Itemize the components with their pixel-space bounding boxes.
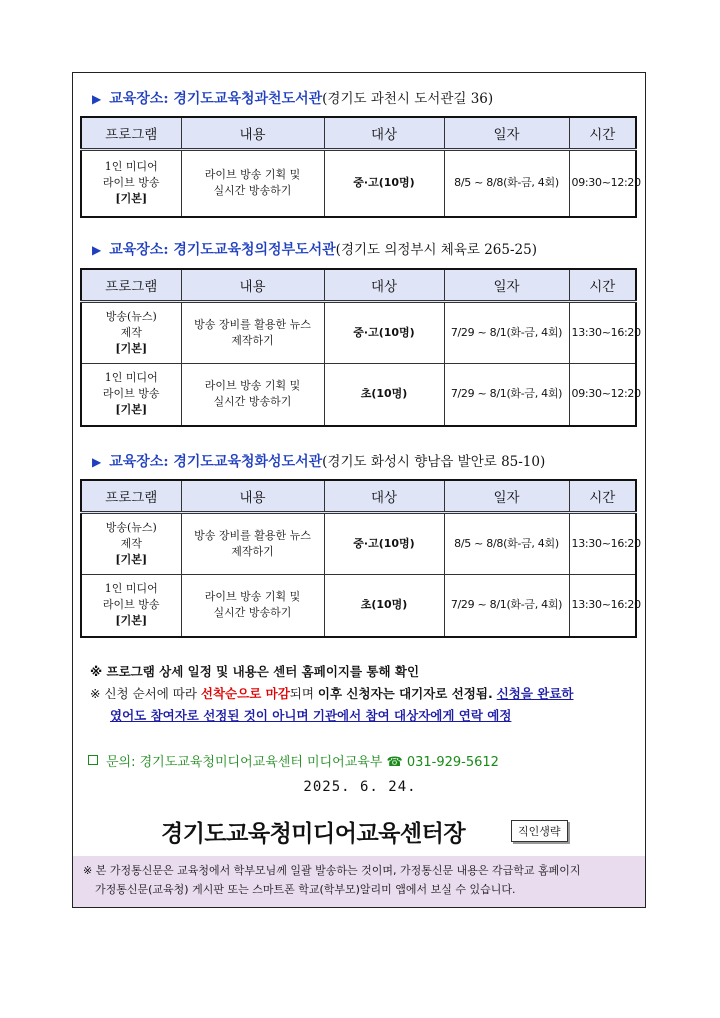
program-cell: 방송(뉴스) 제작 [기본]: [81, 513, 181, 575]
table-header-row: [81, 117, 636, 150]
date-cell: 7/29 ~ 8/1(화-금, 4회): [444, 575, 569, 637]
triangle-bullet-icon: ▶: [92, 243, 102, 257]
section-label: 교육장소: 경기도교육청화성도서관: [109, 454, 323, 470]
table-row: [81, 513, 636, 575]
table-row: [81, 302, 636, 364]
issue-date: 2025. 6. 24.: [303, 779, 417, 795]
footer-notice: [73, 856, 645, 907]
content-cell: 방송 장비를 활용한 뉴스 제작하기: [181, 513, 324, 575]
time-cell: 13:30~16:20: [569, 513, 636, 575]
header-time: 시간: [569, 269, 636, 302]
target-cell: 중·고(10명): [324, 150, 444, 217]
schedule-table: [80, 116, 641, 218]
time-cell: 09:30~12:20: [569, 364, 636, 426]
content-cell: 라이브 방송 기획 및 실시간 방송하기: [181, 150, 324, 217]
header-program: 프로그램: [81, 117, 181, 150]
header-time: 시간: [569, 117, 636, 150]
contact-line: 문의: 경기도교육청미디어교육센터 미디어교육부 ☎ 031-929-5612: [88, 751, 499, 770]
content-cell: 라이브 방송 기획 및 실시간 방송하기: [181, 364, 324, 426]
header-program: 프로그램: [81, 269, 181, 302]
program-cell: 1인 미디어 라이브 방송 [기본]: [81, 575, 181, 637]
target-cell: 초(10명): [324, 575, 444, 637]
header-date: 일자: [444, 117, 569, 150]
note-1: ※ 프로그램 상세 일정 및 내용은 센터 홈페이지를 통해 확인: [90, 664, 420, 679]
footer-line-2: 가정통신문(교육청) 게시판 또는 스마트폰 학교(학부모)알리미 앱에서 보실 수 있습니다.: [95, 883, 516, 896]
header-target: 대상: [324, 480, 444, 513]
target-cell: 초(10명): [324, 364, 444, 426]
note-2-continued: 였어도 참여자로 선정된 것이 아니며 기관에서 참여 대상자에게 연락 예정: [110, 708, 512, 723]
section-heading: [92, 450, 545, 471]
table-row: [81, 364, 636, 426]
header-target: 대상: [324, 117, 444, 150]
contact-phone: 031-929-5612: [406, 755, 499, 770]
date-cell: 7/29 ~ 8/1(화-금, 4회): [444, 302, 569, 364]
header-content: 내용: [181, 480, 324, 513]
footer-line-1: ※ 본 가정통신문은 교육청에서 학부모님께 일괄 발송하는 것이며, 가정통신문 내용은 각급학교 홈페이지: [83, 864, 581, 877]
notes-block: [90, 661, 646, 727]
date-cell: 8/5 ~ 8/8(화-금, 4회): [444, 513, 569, 575]
target-cell: 중·고(10명): [324, 513, 444, 575]
time-cell: 13:30~16:20: [569, 575, 636, 637]
header-time: 시간: [569, 480, 636, 513]
header-target: 대상: [324, 269, 444, 302]
section-address: (경기도 과천시 도서관길 36): [322, 91, 494, 107]
content-cell: 방송 장비를 활용한 뉴스 제작하기: [181, 302, 324, 364]
time-cell: 09:30~12:20: [569, 150, 636, 217]
header-content: 내용: [181, 269, 324, 302]
header-content: 내용: [181, 117, 324, 150]
header-date: 일자: [444, 480, 569, 513]
table-row: [81, 150, 636, 217]
table-row: [81, 575, 636, 637]
date-cell: 8/5 ~ 8/8(화-금, 4회): [444, 150, 569, 217]
header-date: 일자: [444, 269, 569, 302]
content-cell: 라이브 방송 기획 및 실시간 방송하기: [181, 575, 324, 637]
section-heading: [92, 87, 493, 108]
phone-icon: ☎: [386, 755, 403, 770]
table-header-row: [81, 480, 636, 513]
program-cell: 1인 미디어 라이브 방송 [기본]: [81, 150, 181, 217]
section-address: (경기도 화성시 향남읍 발안로 85-10): [322, 454, 546, 470]
target-cell: 중·고(10명): [324, 302, 444, 364]
section-address: (경기도 의정부시 체육로 265-25): [335, 242, 537, 258]
checkbox-square-icon: [88, 755, 98, 765]
date-cell: 7/29 ~ 8/1(화-금, 4회): [444, 364, 569, 426]
header-program: 프로그램: [81, 480, 181, 513]
issuer-name: 경기도교육청미디어교육센터장: [161, 821, 466, 847]
program-cell: 1인 미디어 라이브 방송 [기본]: [81, 364, 181, 426]
table-header-row: [81, 269, 636, 302]
seal-omitted-box: 직인생략: [511, 820, 568, 842]
section-heading: [92, 238, 537, 259]
section-label: 교육장소: 경기도교육청과천도서관: [109, 91, 323, 107]
schedule-table: [80, 268, 641, 427]
schedule-table: [80, 479, 641, 638]
section-label: 교육장소: 경기도교육청의정부도서관: [109, 242, 336, 258]
triangle-bullet-icon: ▶: [92, 92, 102, 106]
time-cell: 13:30~16:20: [569, 302, 636, 364]
program-cell: 방송(뉴스) 제작 [기본]: [81, 302, 181, 364]
note-2: ※ 신청 순서에 따라 선착순으로 마감되며 이후 신청자는 대기자로 선정됨. 신청을 완료하: [90, 686, 574, 701]
triangle-bullet-icon: ▶: [92, 455, 102, 469]
